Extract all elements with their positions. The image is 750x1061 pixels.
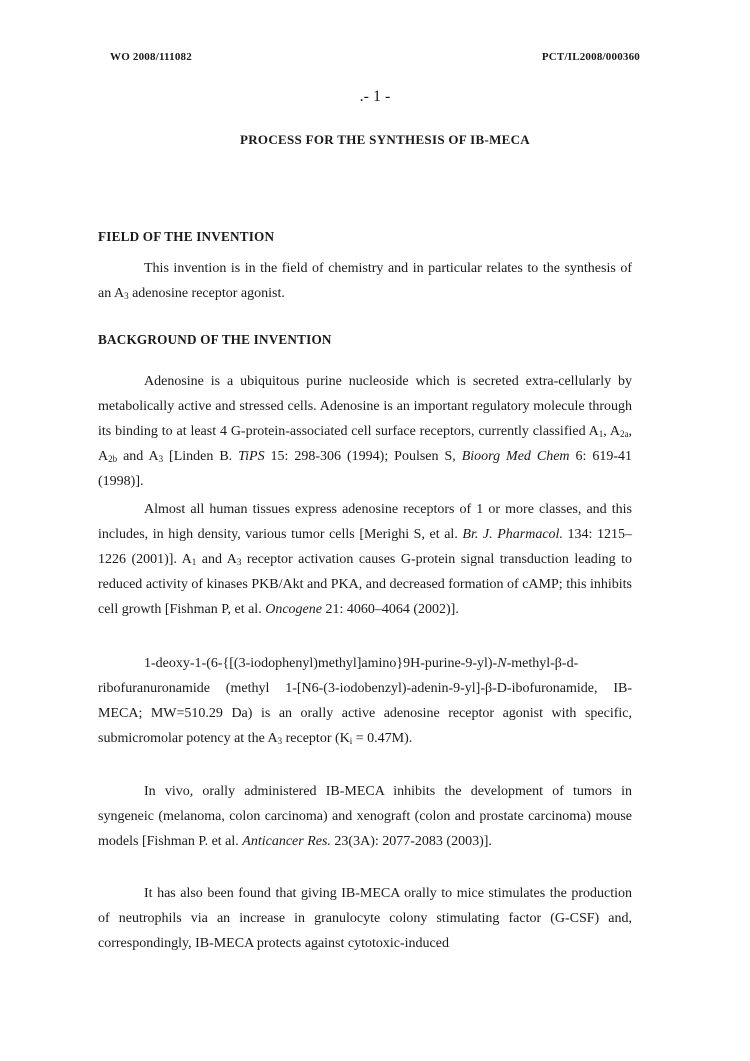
- page-number: .- 1 -: [359, 88, 391, 105]
- publication-number: WO 2008/111082: [110, 51, 192, 63]
- paragraph-4: In vivo, orally administered IB-MECA inhibits the development of tumors in syngeneic (melanoma, colon carcinoma) and xenograft (colon and prostate carcinoma) mouse models [Fishman P. et al. Anticancer Res. 23(3A): 2077-2083 (2003)].: [98, 784, 632, 849]
- background-heading: BACKGROUND OF THE INVENTION: [98, 332, 332, 347]
- paragraph-3: 1-deoxy-1-(6-{[(3-iodophenyl)methyl]amino}9H-purine-9-yl)-N-methyl-β-d-ribofuranuronamide (methyl 1-[N6-(3-iodobenzyl)-adenin-9-yl]-β-D-ibofuronamide, IB-MECA; MW=510.29 Da) is an orally active adenosine receptor agonist with specific, submicromolar potency at the $A_3$ receptor $(K_i = 0.47M)$.: [98, 656, 632, 746]
- field-paragraph: This invention is in the field of chemistry and in particular relates to the synthesis of an $A_3$ adenosine receptor agonist.: [98, 261, 632, 301]
- application-number: PCT/IL2008/000360: [541, 51, 640, 63]
- paragraph-1: Adenosine is a ubiquitous purine nucleoside which is secreted extra-cellularly by metabolically active and stressed cells. Adenosine is an important regulatory molecule through its binding to at least 4 G-protein-associated cell surface receptors, currently classified $A_1$, $A_{2a}$, $A_{2b}$ and $A_3$ [Linden B. TiPS 15: 298-306 (1994); Poulsen S, Bioorg Med Chem 6: 619-41 (1998)].: [98, 374, 633, 489]
- field-heading: FIELD OF THE INVENTION: [98, 229, 275, 244]
- document-title: PROCESS FOR THE SYNTHESIS OF IB-MECA: [240, 132, 530, 147]
- paragraph-2: Almost all human tissues express adenosine receptors of 1 or more classes, and this includes, in high density, various tumor cells [Merighi S, et al. Br. J. Pharmacol. 134: 1215–1226 (2001)]. $A_1$ and $A_3$ receptor activation causes G-protein signal transduction leading to reduced activity of kinases PKB/Akt and PKA, and decreased formation of cAMP; this inhibits cell growth [Fishman P, et al. Oncogene 21: 4060–4064 (2002)].: [98, 502, 632, 617]
- paragraph-5: It has also been found that giving IB-MECA orally to mice stimulates the production of neutrophils via an increase in granulocyte colony stimulating factor (G-CSF) and, correspondingly, IB-MECA protects against cytotoxic-induced: [98, 886, 632, 951]
